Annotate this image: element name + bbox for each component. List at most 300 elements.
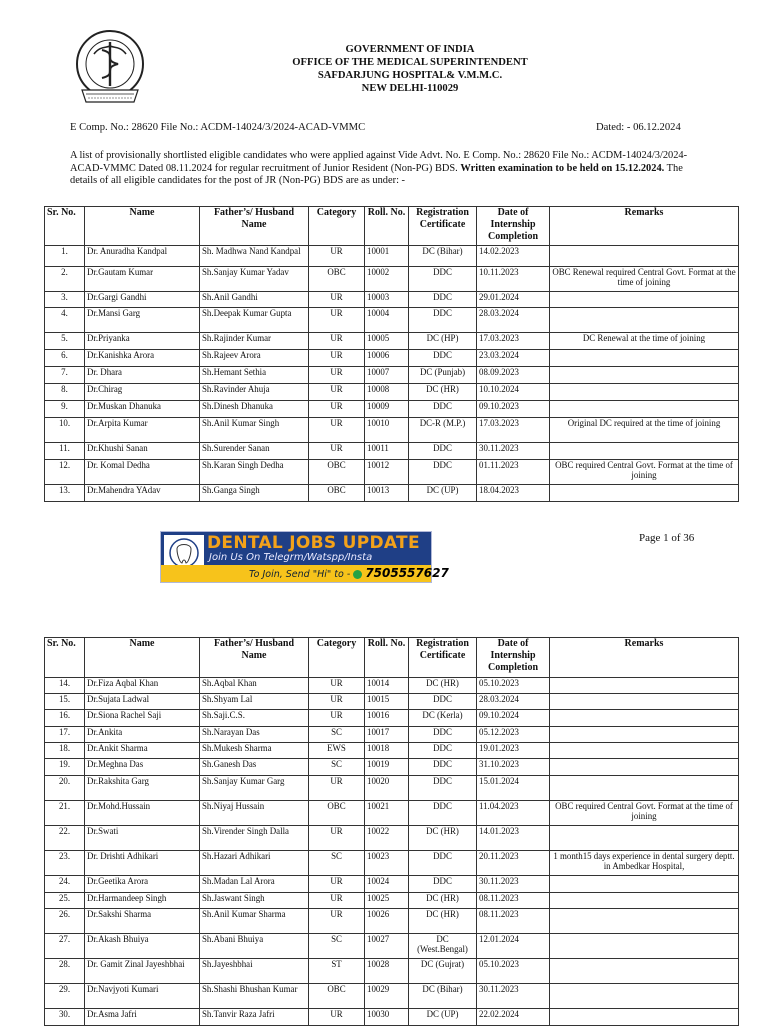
cell-sr: 8. xyxy=(45,384,85,401)
cell-category: UR xyxy=(309,710,365,727)
cell-roll: 10016 xyxy=(365,710,409,727)
cell-internship-date: 08.09.2023 xyxy=(477,367,550,384)
cell-category: OBC xyxy=(309,267,365,292)
table-row xyxy=(45,367,739,384)
cell-category: UR xyxy=(309,1009,365,1026)
table-row xyxy=(45,350,739,367)
cell-internship-date: 15.01.2024 xyxy=(477,776,550,801)
cell-registration: DC (UP) xyxy=(409,485,477,502)
cell-name: Dr.Khushi Sanan xyxy=(85,443,200,460)
cell-name: Dr.Priyanka xyxy=(85,333,200,350)
table-row xyxy=(45,801,739,826)
cell-remarks xyxy=(550,694,739,710)
cell-remarks xyxy=(550,401,739,418)
table-row xyxy=(45,959,739,984)
cell-registration: DDC xyxy=(409,292,477,308)
cell-roll: 10011 xyxy=(365,443,409,460)
cell-sr: 1. xyxy=(45,246,85,267)
cell-category: ST xyxy=(309,959,365,984)
cell-remarks xyxy=(550,1009,739,1026)
cell-father: Sh.Deepak Kumar Gupta xyxy=(200,308,309,333)
cell-sr: 19. xyxy=(45,759,85,776)
cell-internship-date: 14.01.2023 xyxy=(477,826,550,851)
table-row xyxy=(45,333,739,350)
cell-sr: 7. xyxy=(45,367,85,384)
cell-category: UR xyxy=(309,401,365,418)
banner-subtitle: Join Us On Telegrm/Watspp/Insta xyxy=(209,552,373,563)
cell-internship-date: 28.03.2024 xyxy=(477,694,550,710)
cell-roll: 10022 xyxy=(365,826,409,851)
cell-name: Dr.Akash Bhuiya xyxy=(85,934,200,959)
table-row xyxy=(45,710,739,727)
cell-remarks xyxy=(550,743,739,759)
cell-roll: 10010 xyxy=(365,418,409,443)
cell-roll: 10020 xyxy=(365,776,409,801)
table-row xyxy=(45,418,739,443)
cell-registration: DDC xyxy=(409,876,477,893)
cell-remarks xyxy=(550,909,739,934)
cell-category: UR xyxy=(309,308,365,333)
cell-internship-date: 08.11.2023 xyxy=(477,909,550,934)
intro-paragraph xyxy=(70,150,706,188)
cell-registration: DDC xyxy=(409,694,477,710)
cell-internship-date: 01.11.2023 xyxy=(477,460,550,485)
table-row xyxy=(45,851,739,876)
table-row xyxy=(45,909,739,934)
intro-text-b: The details of all eligible candidates for the post of JR (Non-PG) BDS are as under: - xyxy=(70,162,683,187)
cell-father: Sh.Rajinder Kumar xyxy=(200,333,309,350)
candidates-table-page-1 xyxy=(44,206,739,502)
cell-internship-date: 28.03.2024 xyxy=(477,308,550,333)
cell-name: Dr.Siona Rachel Saji xyxy=(85,710,200,727)
cell-roll: 10005 xyxy=(365,333,409,350)
cell-internship-date: 05.10.2023 xyxy=(477,678,550,694)
cell-registration: DDC xyxy=(409,350,477,367)
cell-registration: DDC xyxy=(409,401,477,418)
cell-name: Dr.Sakshi Sharma xyxy=(85,909,200,934)
cell-internship-date: 05.10.2023 xyxy=(477,959,550,984)
cell-category: SC xyxy=(309,727,365,743)
cell-registration: DC (HR) xyxy=(409,678,477,694)
cell-internship-date: 05.12.2023 xyxy=(477,727,550,743)
cell-remarks xyxy=(550,984,739,1009)
table-header-row xyxy=(45,207,739,246)
cell-category: UR xyxy=(309,384,365,401)
cell-remarks xyxy=(550,292,739,308)
cell-sr: 27. xyxy=(45,934,85,959)
cell-roll: 10019 xyxy=(365,759,409,776)
cell-sr: 21. xyxy=(45,801,85,826)
cell-remarks: DC Renewal at the time of joining xyxy=(550,333,739,350)
cell-roll: 10013 xyxy=(365,485,409,502)
cell-registration: DC (Punjab) xyxy=(409,367,477,384)
table-row xyxy=(45,893,739,909)
table-2-body xyxy=(45,678,739,1026)
col-header-registration: Registration Certificate xyxy=(409,207,477,246)
table-row xyxy=(45,694,739,710)
cell-name: Dr.Mansi Garg xyxy=(85,308,200,333)
cell-sr: 29. xyxy=(45,984,85,1009)
cell-category: OBC xyxy=(309,801,365,826)
cell-internship-date: 29.01.2024 xyxy=(477,292,550,308)
cell-internship-date: 20.11.2023 xyxy=(477,851,550,876)
cell-roll: 10028 xyxy=(365,959,409,984)
col-header-sr: Sr. No. xyxy=(45,638,85,678)
cell-name: Dr.Ankit Sharma xyxy=(85,743,200,759)
cell-registration: DC (Gujrat) xyxy=(409,959,477,984)
cell-roll: 10004 xyxy=(365,308,409,333)
cell-category: UR xyxy=(309,876,365,893)
cell-remarks xyxy=(550,384,739,401)
cell-remarks xyxy=(550,776,739,801)
banner-cta-text: To Join, Send "Hi" to - xyxy=(249,569,351,580)
cell-category: UR xyxy=(309,694,365,710)
cell-sr: 11. xyxy=(45,443,85,460)
col-header-roll: Roll. No. xyxy=(365,638,409,678)
cell-roll: 10006 xyxy=(365,350,409,367)
col-header-name: Name xyxy=(85,638,200,678)
header-line-3: SAFDARJUNG HOSPITAL& V.M.M.C. xyxy=(317,70,503,81)
hospital-emblem-logo xyxy=(72,24,148,112)
cell-father: Sh.Abani Bhuiya xyxy=(200,934,309,959)
cell-roll: 10001 xyxy=(365,246,409,267)
cell-internship-date: 30.11.2023 xyxy=(477,876,550,893)
cell-internship-date: 09.10.2023 xyxy=(477,401,550,418)
cell-remarks: OBC Renewal required Central Govt. Format at the time of joining xyxy=(550,267,739,292)
cell-father: Sh.Ganesh Das xyxy=(200,759,309,776)
cell-roll: 10009 xyxy=(365,401,409,418)
cell-internship-date: 23.03.2024 xyxy=(477,350,550,367)
cell-name: Dr.Meghna Das xyxy=(85,759,200,776)
cell-category: UR xyxy=(309,367,365,384)
cell-category: UR xyxy=(309,418,365,443)
cell-father: Sh.Sanjay Kumar Garg xyxy=(200,776,309,801)
table-1-body xyxy=(45,246,739,502)
cell-registration: DC (HR) xyxy=(409,893,477,909)
cell-father: Sh.Saji.C.S. xyxy=(200,710,309,727)
cell-sr: 20. xyxy=(45,776,85,801)
cell-sr: 13. xyxy=(45,485,85,502)
cell-roll: 10007 xyxy=(365,367,409,384)
table-row xyxy=(45,308,739,333)
cell-name: Dr. Komal Dedha xyxy=(85,460,200,485)
col-header-internship-date: Date of Internship Completion xyxy=(477,207,550,246)
cell-roll: 10030 xyxy=(365,1009,409,1026)
cell-remarks xyxy=(550,727,739,743)
cell-internship-date: 30.11.2023 xyxy=(477,443,550,460)
cell-registration: DDC xyxy=(409,727,477,743)
cell-roll: 10002 xyxy=(365,267,409,292)
cell-remarks xyxy=(550,893,739,909)
header-line-4: NEW DELHI-110029 xyxy=(361,83,459,94)
col-header-father: Father’s/ Husband Name xyxy=(200,638,309,678)
cell-sr: 3. xyxy=(45,292,85,308)
dental-jobs-banner[interactable] xyxy=(160,531,449,583)
cell-internship-date: 18.04.2023 xyxy=(477,485,550,502)
cell-category: UR xyxy=(309,350,365,367)
table-row xyxy=(45,1009,739,1026)
cell-sr: 10. xyxy=(45,418,85,443)
cell-sr: 26. xyxy=(45,909,85,934)
table-row xyxy=(45,384,739,401)
cell-father: Sh.Dinesh Dhanuka xyxy=(200,401,309,418)
col-header-name: Name xyxy=(85,207,200,246)
table-row xyxy=(45,485,739,502)
cell-registration: DC-R (M.P.) xyxy=(409,418,477,443)
intro-text-a: A list of provisionally shortlisted eligible candidates who were applied against Vide Advt. No. E Comp. No.: 28620 File No.: ACDM-14024/3/2024-ACAD-VMMC Dated 08.11.2024 for regular recruitment of Junior Resident (Non-PG) BDS. xyxy=(70,150,688,174)
cell-remarks xyxy=(550,350,739,367)
cell-registration: DC (HR) xyxy=(409,826,477,851)
office-header xyxy=(240,43,580,95)
cell-roll: 10012 xyxy=(365,460,409,485)
cell-internship-date: 12.01.2024 xyxy=(477,934,550,959)
cell-category: UR xyxy=(309,333,365,350)
cell-father: Sh.Niyaj Hussain xyxy=(200,801,309,826)
cell-internship-date: 17.03.2023 xyxy=(477,333,550,350)
cell-father: Sh.Tanvir Raza Jafri xyxy=(200,1009,309,1026)
cell-name: Dr.Asma Jafri xyxy=(85,1009,200,1026)
cell-registration: DDC xyxy=(409,443,477,460)
cell-sr: 6. xyxy=(45,350,85,367)
table-row xyxy=(45,246,739,267)
col-header-registration: Registration Certificate xyxy=(409,638,477,678)
cell-roll: 10024 xyxy=(365,876,409,893)
cell-remarks: Original DC required at the time of joining xyxy=(550,418,739,443)
cell-category: UR xyxy=(309,776,365,801)
cell-roll: 10018 xyxy=(365,743,409,759)
table-row xyxy=(45,443,739,460)
cell-internship-date: 14.02.2023 xyxy=(477,246,550,267)
cell-category: SC xyxy=(309,934,365,959)
cell-sr: 2. xyxy=(45,267,85,292)
cell-remarks xyxy=(550,246,739,267)
cell-category: SC xyxy=(309,851,365,876)
banner-cta xyxy=(249,566,449,580)
cell-category: EWS xyxy=(309,743,365,759)
cell-name: Dr.Swati xyxy=(85,826,200,851)
table-row xyxy=(45,984,739,1009)
cell-name: Dr.Sujata Ladwal xyxy=(85,694,200,710)
table-row xyxy=(45,678,739,694)
cell-internship-date: 31.10.2023 xyxy=(477,759,550,776)
cell-category: SC xyxy=(309,759,365,776)
cell-internship-date: 09.10.2024 xyxy=(477,710,550,727)
file-reference: E Comp. No.: 28620 File No.: ACDM-14024/3/2024-ACAD-VMMC xyxy=(70,122,366,133)
cell-father: Sh.Surender Sanan xyxy=(200,443,309,460)
header-line-1: GOVERNMENT OF INDIA xyxy=(345,44,475,55)
cell-father: Sh.Anil Gandhi xyxy=(200,292,309,308)
whatsapp-icon xyxy=(353,570,362,579)
cell-registration: DC (West.Bengal) xyxy=(409,934,477,959)
cell-roll: 10015 xyxy=(365,694,409,710)
cell-father: Sh.Shashi Bhushan Kumar xyxy=(200,984,309,1009)
cell-internship-date: 17.03.2023 xyxy=(477,418,550,443)
cell-registration: DDC xyxy=(409,267,477,292)
cell-father: Sh.Madan Lal Arora xyxy=(200,876,309,893)
cell-sr: 15. xyxy=(45,694,85,710)
cell-internship-date: 30.11.2023 xyxy=(477,984,550,1009)
cell-name: Dr.Mohd.Hussain xyxy=(85,801,200,826)
cell-internship-date: 08.11.2023 xyxy=(477,893,550,909)
cell-name: Dr.Gargi Gandhi xyxy=(85,292,200,308)
cell-remarks xyxy=(550,710,739,727)
cell-sr: 14. xyxy=(45,678,85,694)
cell-father: Sh.Jayeshbhai xyxy=(200,959,309,984)
banner-phone: 7505557627 xyxy=(365,566,449,580)
cell-internship-date: 11.04.2023 xyxy=(477,801,550,826)
cell-name: Dr.Arpita Kumar xyxy=(85,418,200,443)
candidates-table-page-2 xyxy=(44,637,739,1026)
cell-father: Sh.Mukesh Sharma xyxy=(200,743,309,759)
table-row xyxy=(45,743,739,759)
cell-name: Dr.Rakshita Garg xyxy=(85,776,200,801)
header-line-2: OFFICE OF THE MEDICAL SUPERINTENDENT xyxy=(292,57,528,68)
cell-father: Sh.Aqbal Khan xyxy=(200,678,309,694)
cell-internship-date: 22.02.2024 xyxy=(477,1009,550,1026)
cell-registration: DC (Kerla) xyxy=(409,710,477,727)
cell-sr: 18. xyxy=(45,743,85,759)
cell-registration: DDC xyxy=(409,759,477,776)
cell-father: Sh.Anil Kumar Sharma xyxy=(200,909,309,934)
cell-category: OBC xyxy=(309,460,365,485)
table-row xyxy=(45,460,739,485)
cell-father: Sh.Jaswant Singh xyxy=(200,893,309,909)
cell-category: UR xyxy=(309,246,365,267)
cell-registration: DC (UP) xyxy=(409,1009,477,1026)
cell-father: Sh.Hemant Sethia xyxy=(200,367,309,384)
cell-registration: DDC xyxy=(409,776,477,801)
cell-roll: 10023 xyxy=(365,851,409,876)
cell-sr: 5. xyxy=(45,333,85,350)
cell-name: Dr.Fiza Aqbal Khan xyxy=(85,678,200,694)
col-header-father: Father’s/ Husband Name xyxy=(200,207,309,246)
cell-remarks: OBC required Central Govt. Format at the time of joining xyxy=(550,460,739,485)
cell-roll: 10026 xyxy=(365,909,409,934)
table-header-row xyxy=(45,638,739,678)
cell-name: Dr. Anuradha Kandpal xyxy=(85,246,200,267)
cell-sr: 28. xyxy=(45,959,85,984)
cell-father: Sh.Shyam Lal xyxy=(200,694,309,710)
cell-remarks xyxy=(550,876,739,893)
cell-remarks xyxy=(550,443,739,460)
cell-name: Dr.Chirag xyxy=(85,384,200,401)
cell-category: UR xyxy=(309,443,365,460)
cell-remarks xyxy=(550,308,739,333)
cell-roll: 10027 xyxy=(365,934,409,959)
cell-category: UR xyxy=(309,893,365,909)
cell-roll: 10029 xyxy=(365,984,409,1009)
cell-sr: 23. xyxy=(45,851,85,876)
cell-category: UR xyxy=(309,292,365,308)
cell-internship-date: 10.11.2023 xyxy=(477,267,550,292)
page-number: Page 1 of 36 xyxy=(639,532,695,544)
cell-registration: DC (Bihar) xyxy=(409,984,477,1009)
cell-category: OBC xyxy=(309,485,365,502)
cell-internship-date: 19.01.2023 xyxy=(477,743,550,759)
cell-sr: 25. xyxy=(45,893,85,909)
col-header-internship-date: Date of Internship Completion xyxy=(477,638,550,678)
cell-roll: 10017 xyxy=(365,727,409,743)
cell-remarks xyxy=(550,367,739,384)
cell-roll: 10021 xyxy=(365,801,409,826)
col-header-category: Category xyxy=(309,638,365,678)
cell-remarks xyxy=(550,934,739,959)
cell-sr: 12. xyxy=(45,460,85,485)
table-row xyxy=(45,759,739,776)
table-row xyxy=(45,401,739,418)
cell-name: Dr.Gautam Kumar xyxy=(85,267,200,292)
cell-registration: DC (HR) xyxy=(409,909,477,934)
cell-name: Dr.Ankita xyxy=(85,727,200,743)
cell-internship-date: 10.10.2024 xyxy=(477,384,550,401)
cell-registration: DDC xyxy=(409,308,477,333)
col-header-remarks: Remarks xyxy=(550,638,739,678)
table-row xyxy=(45,876,739,893)
cell-registration: DDC xyxy=(409,743,477,759)
cell-name: Dr.Muskan Dhanuka xyxy=(85,401,200,418)
cell-remarks xyxy=(550,759,739,776)
cell-remarks xyxy=(550,678,739,694)
col-header-roll: Roll. No. xyxy=(365,207,409,246)
cell-father: Sh.Narayan Das xyxy=(200,727,309,743)
cell-sr: 22. xyxy=(45,826,85,851)
cell-father: Sh.Hazari Adhikari xyxy=(200,851,309,876)
cell-category: UR xyxy=(309,678,365,694)
cell-category: OBC xyxy=(309,984,365,1009)
cell-registration: DDC xyxy=(409,851,477,876)
cell-name: Dr.Kanishka Arora xyxy=(85,350,200,367)
cell-sr: 17. xyxy=(45,727,85,743)
cell-category: UR xyxy=(309,826,365,851)
cell-father: Sh.Sanjay Kumar Yadav xyxy=(200,267,309,292)
cell-father: Sh.Rajeev Arora xyxy=(200,350,309,367)
col-header-category: Category xyxy=(309,207,365,246)
table-row xyxy=(45,776,739,801)
cell-sr: 24. xyxy=(45,876,85,893)
cell-name: Dr.Mahendra YAdav xyxy=(85,485,200,502)
cell-name: Dr. Dhara xyxy=(85,367,200,384)
cell-registration: DC (HP) xyxy=(409,333,477,350)
cell-father: Sh. Madhwa Nand Kandpal xyxy=(200,246,309,267)
table-row xyxy=(45,934,739,959)
cell-remarks xyxy=(550,959,739,984)
intro-exam-date: Written examination to be held on 15.12.2024. xyxy=(460,162,665,174)
table-row xyxy=(45,267,739,292)
table-row xyxy=(45,727,739,743)
cell-remarks xyxy=(550,485,739,502)
cell-name: Dr. Gamit Zinal Jayeshbhai xyxy=(85,959,200,984)
cell-father: Sh.Virender Singh Dalla xyxy=(200,826,309,851)
cell-father: Sh.Karan Singh Dedha xyxy=(200,460,309,485)
banner-title: DENTAL JOBS UPDATE xyxy=(207,533,420,553)
cell-father: Sh.Anil Kumar Singh xyxy=(200,418,309,443)
cell-roll: 10014 xyxy=(365,678,409,694)
cell-roll: 10003 xyxy=(365,292,409,308)
cell-remarks: 1 month15 days experience in dental surgery deptt. in Ambedkar Hospital, xyxy=(550,851,739,876)
cell-father: Sh.Ganga Singh xyxy=(200,485,309,502)
table-row xyxy=(45,292,739,308)
cell-roll: 10008 xyxy=(365,384,409,401)
cell-name: Dr.Geetika Arora xyxy=(85,876,200,893)
cell-roll: 10025 xyxy=(365,893,409,909)
cell-registration: DC (HR) xyxy=(409,384,477,401)
cell-sr: 4. xyxy=(45,308,85,333)
cell-remarks xyxy=(550,826,739,851)
cell-registration: DDC xyxy=(409,460,477,485)
cell-father: Sh.Ravinder Ahuja xyxy=(200,384,309,401)
cell-name: Dr.Navjyoti Kumari xyxy=(85,984,200,1009)
col-header-remarks: Remarks xyxy=(550,207,739,246)
